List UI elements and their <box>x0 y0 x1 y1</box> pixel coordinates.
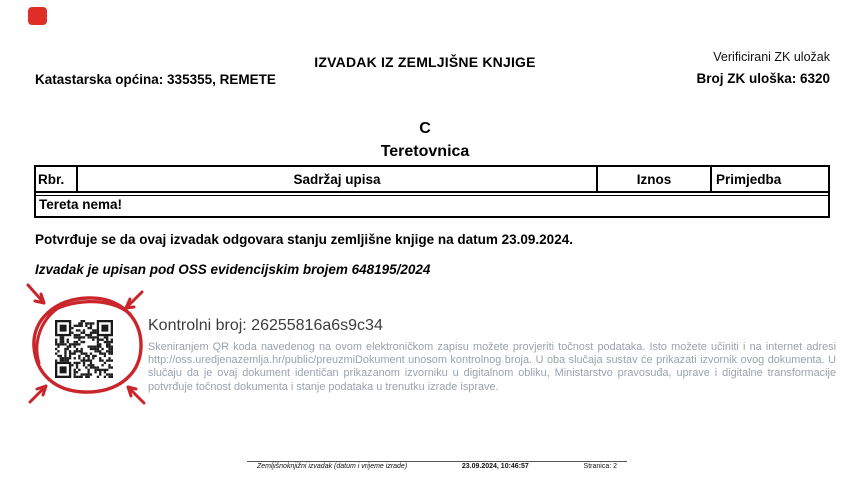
zk-folio-number: Broj ZK uloška: 6320 <box>696 71 830 86</box>
document-title: IZVADAK IZ ZEMLJIŠNE KNJIGE <box>314 54 536 70</box>
verification-description: Skeniranjem QR koda navedenog na ovom elektroničkom zapisu možete provjeriti točnost podataka. Isto možete učiniti i na internet adresi http://oss.uredjenazemlja.hr/public/preuzmiDokument unosom kontrolnog broja. U oba slučaja sustav će prikazati izvornik ovog dokumenta. U slučaju da je ovaj dokument identičan prikazanom izvorniku u digitalnom obliku, Ministarstvo pravosuđa, uprave i digitalne transformacije potvrđuje točnost dokumenta i stanje podataka u trenutku izrade isprave. <box>148 341 836 393</box>
footer-timestamp: 23.09.2024, 10:46:57 <box>461 463 529 470</box>
page-footer <box>247 461 627 470</box>
table-row: Tereta nema! <box>39 197 123 212</box>
verified-zk-label: Verificirani ZK uložak <box>713 50 830 64</box>
control-number: Kontrolni broj: 26255816a6s9c34 <box>148 317 383 334</box>
red-corner-marker-icon <box>28 7 47 25</box>
confirmation-statement: Potvrđuje se da ovaj izvadak odgovara stanju zemljišne knjige na datum 23.09.2024. <box>35 232 573 247</box>
table-header-row <box>36 167 828 193</box>
encumbrance-table <box>34 165 830 218</box>
column-header-sadrzaj-upisa: Sadržaj upisa <box>78 167 598 191</box>
column-header-iznos: Iznos <box>598 167 712 191</box>
column-header-primjedba: Primjedba <box>716 171 782 187</box>
cadastral-municipality: Katastarska općina: 335355, REMETE <box>35 72 276 87</box>
column-header-rbr: Rbr. <box>36 167 78 191</box>
footer-doc-type: Zemljišnoknjižni izvadak (datum i vrijeme izrade) <box>257 463 408 470</box>
section-letter: C <box>419 120 431 137</box>
section-name: Teretovnica <box>380 143 470 160</box>
qr-code <box>55 320 113 378</box>
footer-page-number: Stranica: 2 <box>583 463 617 470</box>
oss-registration-statement: Izvadak je upisan pod OSS evidencijskim brojem 648195/2024 <box>35 262 431 277</box>
